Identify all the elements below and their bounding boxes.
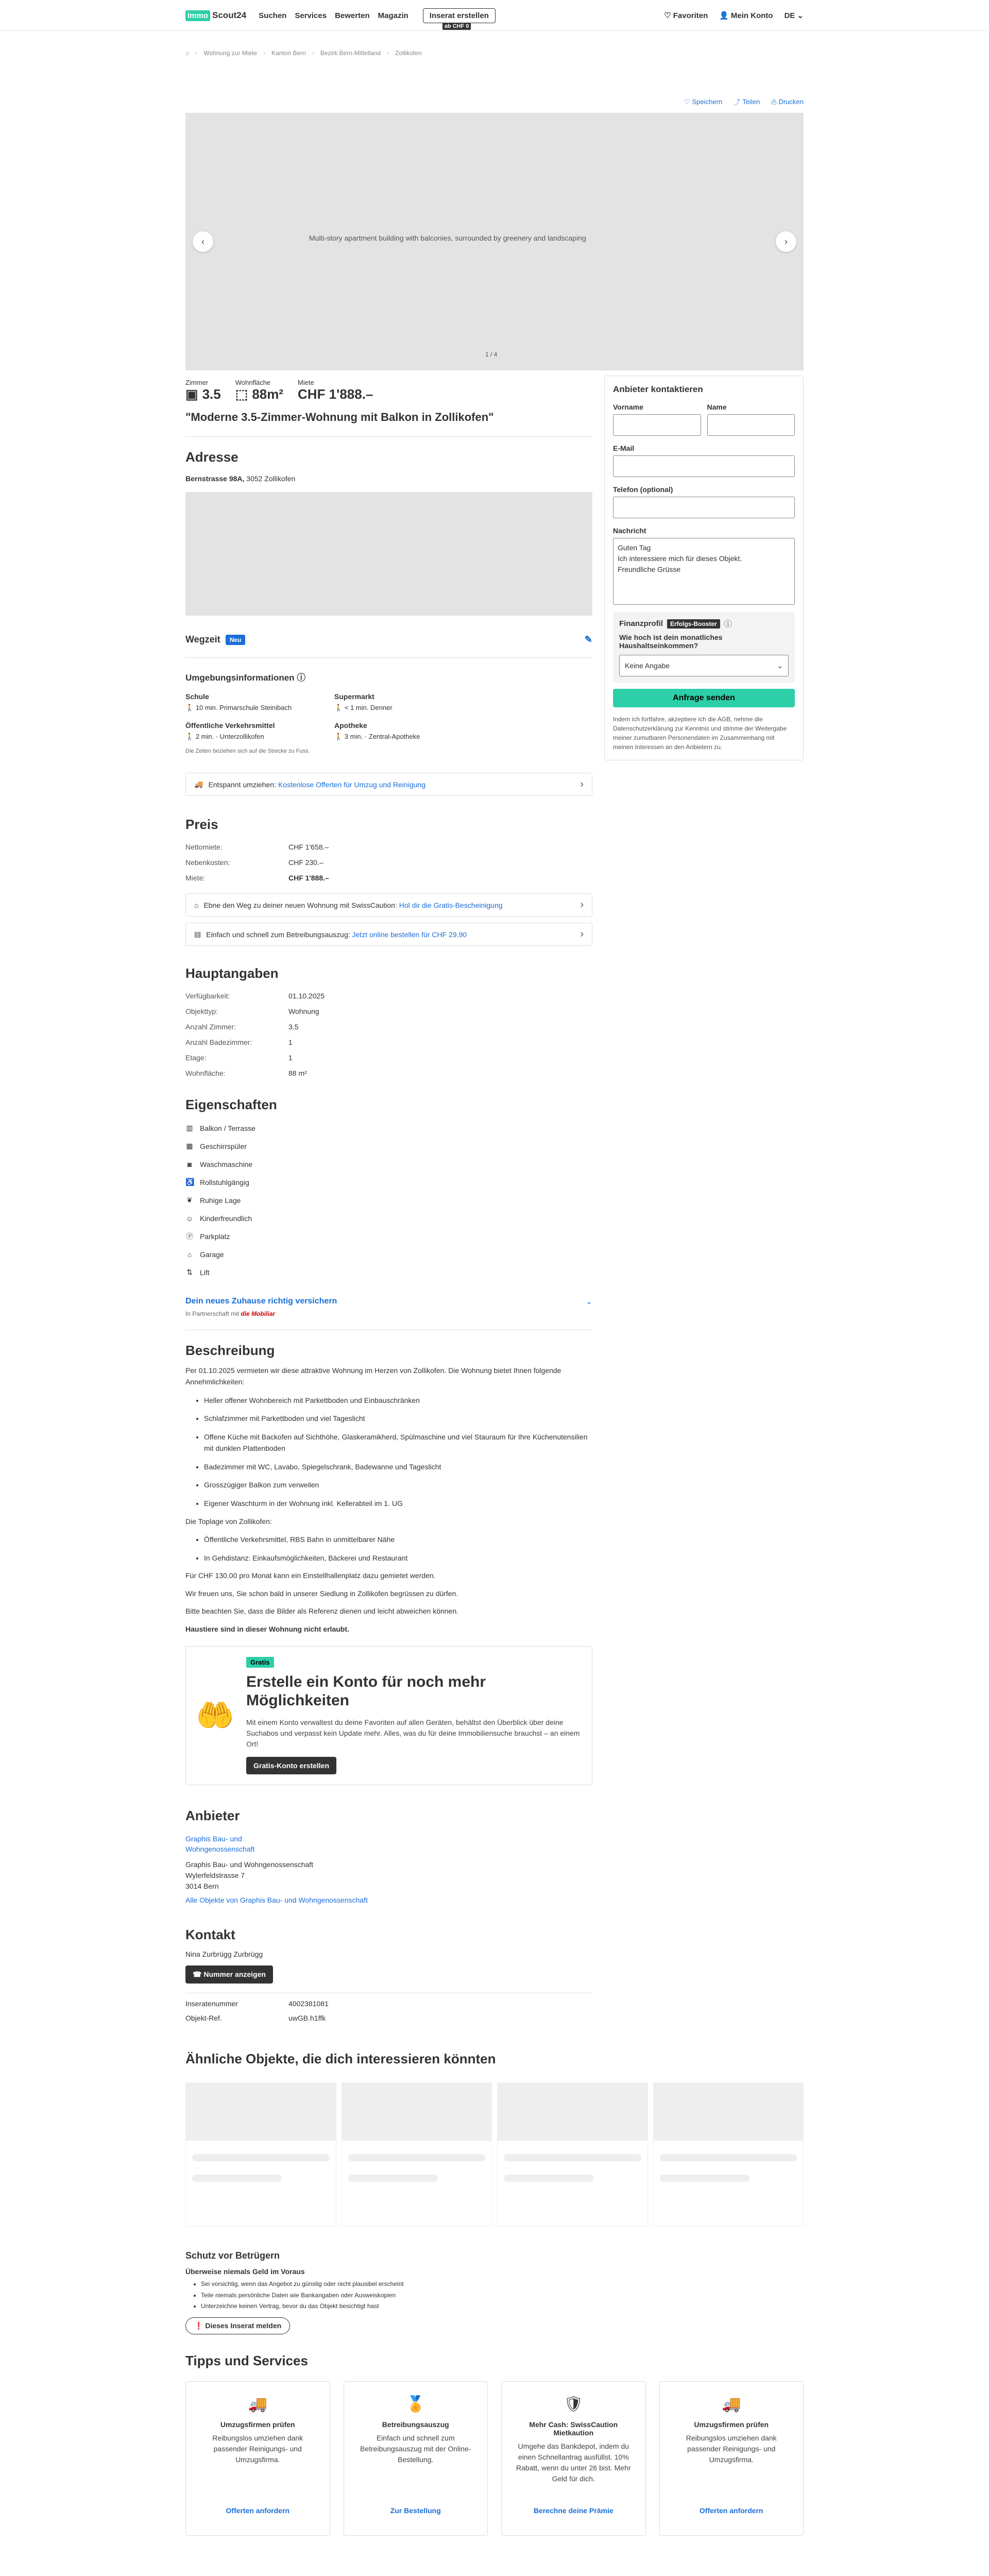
fraud-bold-tip: Überweise niemals Geld im Voraus: [185, 2267, 305, 2276]
property-label: Balkon / Terrasse: [200, 1124, 255, 1132]
home-icon[interactable]: ⌂: [185, 49, 190, 57]
fraud-heading: Schutz vor Betrügern: [185, 2250, 280, 2261]
provider-city: 3014 Bern: [185, 1882, 219, 1891]
breadcrumb-separator: ›: [387, 49, 389, 57]
description-intro: Per 01.10.2025 vermieten wir diese attraktive Wohnung im Herzen von Zollikofen. Die Wohnung bietet Ihnen folgende Annehmlichkeiten:: [185, 1366, 561, 1386]
chevron-right-icon: ›: [785, 236, 788, 247]
insurance-title: Dein neues Zuhause richtig versichern: [185, 1297, 337, 1306]
chevron-right-icon: ›: [580, 928, 584, 940]
description-paragraph: Die Toplage von Zollikofen:: [185, 1517, 272, 1526]
main-info-heading: Hauptangaben: [185, 965, 279, 981]
house-icon: ⌂: [194, 901, 199, 909]
promo-text: Einfach und schnell zum Betreibungsauszug:: [206, 930, 352, 939]
tip-card: [185, 2381, 330, 2536]
tips-heading: Tipps und Services: [185, 2352, 308, 2368]
provider-street: Wylerfeldstrasse 7: [185, 1871, 245, 1880]
fact-value: 3.5: [202, 386, 221, 402]
email-label: E-Mail: [613, 444, 635, 452]
save-label: Speichern: [692, 98, 723, 106]
income-question: Wie hoch ist dein monatliches Haushaltseinkommen?: [619, 633, 723, 650]
logo[interactable]: [185, 10, 246, 21]
first-name-field[interactable]: [613, 414, 701, 436]
edit-icon[interactable]: ✎: [584, 634, 592, 645]
tip-title: Umzugsfirmen prüfen: [694, 2420, 769, 2429]
chevron-right-icon: ›: [580, 899, 584, 910]
similar-card-placeholder[interactable]: [497, 2082, 648, 2227]
balcony-icon: ▥: [186, 1124, 193, 1132]
description-bullet: • Heller offener Wohnbereich mit Parkettboden und Einbauschränken: [204, 1395, 592, 1406]
info-key: Wohnfläche:: [185, 1069, 226, 1077]
dishwasher-icon: ▦: [186, 1142, 193, 1150]
description-paragraph: Haustiere sind in dieser Wohnung nicht erlaubt.: [185, 1624, 349, 1633]
partner-label: In Partnerschaft mit: [185, 1310, 240, 1317]
garage-icon: ⌂: [187, 1250, 192, 1259]
walk-icon: 🚶: [334, 704, 343, 711]
shield-icon: 🛡: [564, 2395, 584, 2413]
finance-profile-title: Finanzprofil: [619, 619, 663, 628]
tip-title: Mehr Cash: SwissCaution Mietkaution: [529, 2420, 618, 2437]
tip-card: [659, 2381, 804, 2536]
environment-heading: Umgebungsinformationen ⓘ: [185, 673, 306, 683]
property-item: [185, 1155, 592, 1173]
description-paragraph: Bitte beachten Sie, dass die Bilder als Referenz dienen und leicht abweichen können.: [185, 1607, 459, 1616]
breadcrumb-item[interactable]: Kanton Bern: [271, 49, 306, 57]
provider-logo[interactable]: Graphis Bau- und Wohngenossenschaft: [185, 1834, 255, 1853]
nav-evaluate[interactable]: Bewerten: [335, 11, 370, 20]
logo-badge: Immo: [185, 10, 210, 21]
send-request-button[interactable]: Anfrage senden: [613, 689, 795, 707]
description-bullet: • Eigener Waschturm in der Wohnung inkl. Kellerabteil im 1. UG: [204, 1498, 592, 1510]
property-label: Garage: [200, 1250, 224, 1259]
info-key: Anzahl Badezimmer:: [185, 1038, 252, 1046]
promo-text: Entspannt umziehen:: [208, 780, 278, 789]
last-name-field[interactable]: [707, 414, 795, 436]
message-label: Nachricht: [613, 527, 646, 535]
account-promo-text: Mit einem Konto verwaltest du deine Favoriten auf allen Geräten, behältst den Überblick über deine Suchabos und verpasst kein Update mehr. Alles, was du für deine Immobiliensuche brauchst – an einem Ort!: [246, 1718, 580, 1748]
price-value: CHF 230.–: [288, 858, 323, 867]
info-value: Wohnung: [288, 1007, 319, 1015]
description-bullet: • Öffentliche Verkehrsmittel, RBS Bahn in unmittelbarer Nähe: [204, 1534, 592, 1546]
property-item: [185, 1245, 592, 1263]
debt-extract-promo[interactable]: [185, 923, 592, 946]
tip-title: Betreibungsauszug: [382, 2420, 449, 2429]
fact-area: [235, 379, 283, 402]
env-detail: 3 min. · Zentral-Apotheke: [344, 733, 420, 740]
hands-heart-illustration: 🤲: [196, 1698, 234, 1733]
address-city: 3052 Zollikofen: [244, 474, 296, 483]
address-heading: Adresse: [185, 449, 238, 465]
price-value: CHF 1'888.–: [288, 874, 329, 882]
travel-time-label: Wegzeit: [185, 634, 220, 645]
info-value: 3.5: [288, 1023, 299, 1031]
provider-name: Graphis Bau- und Wohngenossenschaft: [185, 1860, 314, 1869]
description-bullet: • Offene Küche mit Backofen auf Sichthöhe, Glaskeramikherd, Spülmaschine und viel Stauraum für Ihre Küchenutensilien mit dunklen Plattenboden: [204, 1432, 592, 1454]
fact-rooms: [185, 379, 221, 402]
property-label: Waschmaschine: [200, 1160, 253, 1168]
walk-icon: 🚶: [334, 733, 343, 740]
message-field[interactable]: Guten Tag Ich interessiere mich für dieses Objekt. Freundliche Grüsse: [613, 538, 795, 605]
language-label: DE: [784, 11, 795, 20]
promo-link[interactable]: Jetzt online bestellen für CHF 29.90: [352, 930, 467, 939]
gallery-next-button[interactable]: [776, 231, 796, 252]
tip-text: Reibungslos umziehen dank passender Reinigungs- und Umzugsfirma.: [212, 2433, 303, 2464]
provider-heading: Anbieter: [185, 1807, 240, 1823]
privacy-notice: Indem ich fortfahre, akzeptiere ich die AGB, nehme die Datenschutzerklärung zur Kenntnis und stimme der Weitergabe meiner zumutbaren Personendaten im Zusammenhang mit meinen Interessen an den Anbietern zu.: [613, 716, 787, 751]
email-field[interactable]: [613, 455, 795, 477]
chevron-left-icon: ‹: [201, 236, 204, 247]
description-section: [185, 1343, 592, 1635]
property-label: Kinderfreundlich: [200, 1214, 252, 1223]
info-key: Etage:: [185, 1054, 207, 1062]
property-label: Geschirrspüler: [200, 1142, 247, 1150]
income-select[interactable]: [619, 655, 789, 676]
similar-card-placeholder[interactable]: [342, 2082, 492, 2227]
contact-form-panel: [604, 376, 804, 760]
info-key: Verfügbarkeit:: [185, 992, 230, 1000]
provider-address: [185, 1859, 592, 1892]
show-number-label: Nummer anzeigen: [203, 1970, 266, 1979]
badge-icon: 🏅: [406, 2395, 425, 2413]
chevron-down-icon: ⌄: [586, 1297, 592, 1306]
tip-card: [501, 2381, 646, 2536]
info-key: Anzahl Zimmer:: [185, 1023, 236, 1031]
key-facts: [185, 370, 592, 402]
address-street: Bernstrasse 98A,: [185, 474, 245, 483]
env-title: Apotheke: [334, 721, 367, 730]
insurance-accordion[interactable]: [185, 1297, 592, 1317]
promo-text: Ebne den Weg zu deiner neuen Wohnung mit SwissCaution:: [203, 901, 399, 909]
properties-heading: Eigenschaften: [185, 1097, 277, 1112]
walk-icon: 🚶: [185, 704, 194, 711]
provider-all-listings-link[interactable]: Alle Objekte von Graphis Bau- und Wohngenossenschaft: [185, 1896, 368, 1905]
tip-text: Umgehe das Bankdepot, indem du einen Schnellantrag ausfüllst. 10% Rabatt, wenn du unter 26 bist. Mehr Geld für dich.: [516, 2442, 631, 2483]
fact-label: Miete: [298, 379, 314, 386]
logo-text: Scout24: [212, 10, 247, 20]
parking-icon: Ⓟ: [186, 1232, 193, 1241]
price-value: CHF 1'658.–: [288, 843, 329, 851]
rooms-icon: ▣: [185, 386, 198, 402]
fraud-tip: • Unterzeichne keinen Vertrag, bevor du das Objekt besichtigt hast: [201, 2301, 804, 2312]
property-item: [185, 1119, 592, 1137]
walk-icon: 🚶: [185, 733, 194, 740]
chevron-down-icon: ⌄: [777, 661, 783, 670]
new-badge: Neu: [226, 635, 246, 645]
moving-promo[interactable]: [185, 773, 592, 796]
similar-heading: Ähnliche Objekte, die dich interessieren könnten: [185, 2051, 496, 2067]
info-value: 1: [288, 1054, 293, 1062]
description-bullet: • Badezimmer mit WC, Lavabo, Spiegelschrank, Badewanne und Tageslicht: [204, 1462, 592, 1473]
property-item: [185, 1209, 592, 1227]
fact-value: 88m²: [252, 386, 284, 402]
property-item: [185, 1263, 592, 1281]
contact-form-title: Anbieter kontaktieren: [613, 384, 703, 394]
breadcrumb-separator: ›: [312, 49, 314, 57]
nav-services[interactable]: Services: [295, 11, 327, 20]
alert-icon: ❗: [194, 2321, 203, 2330]
info-value: 88 m²: [288, 1069, 307, 1077]
property-item: [185, 1137, 592, 1155]
fact-value: CHF 1'888.–: [298, 386, 373, 402]
print-button[interactable]: [771, 97, 804, 107]
env-detail: 10 min. Primarschule Steinibach: [195, 704, 292, 711]
report-listing-button[interactable]: [185, 2317, 290, 2334]
tips-services: [185, 2353, 804, 2536]
address-text: [185, 474, 592, 483]
tip-text: Reibungslos umziehen dank passender Reinigungs- und Umzugsfirma.: [686, 2433, 777, 2464]
info-icon[interactable]: ⓘ: [297, 673, 306, 683]
property-item: [185, 1227, 592, 1245]
cta-price-badge: ab CHF 0: [442, 23, 471, 30]
child-friendly-icon: ☺: [185, 1214, 194, 1223]
account-promo-card: [185, 1646, 592, 1785]
fraud-tip: • Teile niemals persönliche Daten wie Bankangaben oder Ausweiskopien: [201, 2290, 804, 2301]
tip-text: Einfach und schnell zum Betreibungsauszug mit der Online-Bestellung.: [360, 2433, 471, 2464]
environment-grid: [185, 692, 474, 741]
similar-card-placeholder[interactable]: [653, 2082, 804, 2227]
breadcrumb-separator: ›: [263, 49, 266, 57]
washing-machine-icon: ◙: [187, 1160, 192, 1168]
heart-icon: ♡: [664, 11, 671, 20]
info-value: 01.10.2025: [288, 992, 325, 1000]
last-name-label: Name: [707, 403, 727, 411]
lift-icon: ⇅: [186, 1268, 193, 1276]
tip-title: Umzugsfirmen prüfen: [220, 2420, 295, 2429]
contact-key: Objekt-Ref.: [185, 2014, 222, 2023]
property-item: [185, 1191, 592, 1209]
description-bullet: • In Gehdistanz: Einkaufsmöglichkeiten, Bäckerei und Restaurant: [204, 1553, 592, 1564]
similar-card-placeholder[interactable]: [185, 2082, 336, 2227]
map[interactable]: [185, 492, 592, 616]
truck-icon: 🚚: [194, 780, 203, 788]
fact-rent: [298, 379, 373, 402]
description-bullet: • Schlafzimmer mit Parkettboden und viel Tageslicht: [204, 1413, 592, 1425]
info-icon[interactable]: ⓘ: [724, 620, 732, 629]
env-title: Supermarkt: [334, 692, 374, 701]
provider-section: [185, 1808, 592, 1904]
price-key: Nettomiete:: [185, 843, 223, 851]
printer-icon: ⎙: [771, 97, 777, 106]
info-key: Objekttyp:: [185, 1007, 218, 1015]
promo-link[interactable]: Hol dir die Gratis-Bescheinigung: [399, 901, 503, 909]
phone-field[interactable]: [613, 497, 795, 518]
phone-label: Telefon (optional): [613, 485, 673, 494]
listing-actions: [185, 97, 804, 107]
gallery-counter: 1 / 4: [485, 351, 498, 358]
show-number-button[interactable]: [185, 1965, 273, 1984]
description-paragraph: Wir freuen uns, Sie schon bald in unserer Siedlung in Zollikofen begrüssen zu dürfen.: [185, 1589, 458, 1598]
travel-time: [185, 634, 592, 645]
area-icon: ⬚: [235, 386, 248, 402]
fact-label: Zimmer: [185, 379, 209, 386]
phone-icon: ☎: [193, 1970, 202, 1979]
tip-link[interactable]: Berechne deine Prämie: [533, 2506, 613, 2515]
env-title: Öffentliche Verkehrsmittel: [185, 721, 275, 730]
main-info-table: [185, 992, 592, 1077]
print-label: Drucken: [778, 98, 804, 106]
contact-person: Nina Zurbrügg Zurbrügg: [185, 1950, 263, 1959]
account-link[interactable]: [719, 11, 773, 20]
tip-link[interactable]: Offerten anfordern: [226, 2506, 290, 2515]
chevron-down-icon: ⌄: [797, 11, 804, 20]
nav-search[interactable]: Suchen: [259, 11, 287, 20]
env-detail: 2 min. · Unterzollikofen: [195, 733, 264, 740]
chevron-right-icon: ›: [580, 778, 584, 790]
create-listing-button[interactable]: Inserat erstellen: [423, 8, 496, 23]
truck-icon: 🚚: [248, 2395, 267, 2413]
share-icon: ⤴: [734, 98, 741, 106]
contact-value: 4002381081: [288, 1999, 329, 2008]
contact-heading: Kontakt: [185, 1927, 235, 1943]
swisscaution-promo[interactable]: [185, 893, 592, 917]
tip-card: [344, 2381, 488, 2536]
breadcrumb: [185, 31, 804, 57]
price-table: [185, 843, 592, 882]
divider: [185, 436, 592, 437]
favorites-label: Favoriten: [673, 11, 708, 20]
description-bullet: • Grosszügiger Balkon zum verweilen: [204, 1480, 592, 1491]
account-promo-title: Erstelle ein Konto für noch mehr Möglichkeiten: [246, 1673, 486, 1709]
breadcrumb-item[interactable]: Wohnung zur Miete: [203, 49, 258, 57]
price-heading: Preis: [185, 817, 218, 832]
heart-icon: ♡: [684, 97, 690, 106]
gallery-prev-button[interactable]: [193, 231, 213, 252]
partner-brand: die Mobiliar: [241, 1310, 276, 1317]
wheelchair-icon: ♿: [185, 1178, 195, 1186]
quiet-icon: ❦: [186, 1196, 193, 1204]
gallery-image-alt: Multi-story apartment building with balconies, surrounded by greenery and landscaping: [309, 234, 586, 242]
truck-icon: 🚚: [722, 2395, 741, 2413]
price-key: Nebenkosten:: [185, 858, 230, 867]
env-detail: < 1 min. Denner: [344, 704, 393, 711]
fraud-protection: [185, 2250, 804, 2334]
account-label: Mein Konto: [730, 11, 773, 20]
property-label: Ruhige Lage: [200, 1196, 241, 1205]
similar-listings: [185, 2051, 804, 2227]
booster-badge: Erfolgs-Booster: [667, 619, 720, 629]
promo-link[interactable]: Kostenlose Offerten für Umzug und Reinigung: [278, 780, 425, 789]
contact-value: uwGB.h1ffk: [288, 2014, 326, 2023]
contact-section: [185, 1927, 592, 2022]
share-label: Teilen: [742, 98, 760, 106]
tip-link[interactable]: Offerten anfordern: [699, 2506, 763, 2515]
properties-list: [185, 1119, 592, 1281]
nav-magazine[interactable]: Magazin: [378, 11, 408, 20]
language-selector[interactable]: [785, 11, 804, 20]
env-note: Die Zeiten beziehen sich auf die Strecke zu Fuss.: [185, 748, 310, 754]
listing-number-row: [185, 1999, 592, 2008]
breadcrumb-item[interactable]: Bezirk Bern-Mittelland: [320, 49, 381, 57]
listing-title: "Moderne 3.5-Zimmer-Wohnung mit Balkon in Zollikofen": [185, 411, 494, 423]
save-button[interactable]: [684, 97, 722, 107]
description-heading: Beschreibung: [185, 1343, 275, 1358]
property-item: [185, 1173, 592, 1191]
info-value: 1: [288, 1038, 293, 1046]
fraud-tip: • Sei vorsichtig, wenn das Angebot zu günstig oder nicht plausibel erscheint: [201, 2279, 804, 2290]
fact-label: Wohnfläche: [235, 379, 271, 386]
top-header: [0, 0, 989, 31]
property-label: Parkplatz: [200, 1232, 230, 1241]
property-label: Lift: [200, 1268, 210, 1277]
divider: [185, 657, 592, 658]
document-icon: ▤: [194, 930, 201, 938]
description-paragraph: Für CHF 130.00 pro Monat kann ein Einstellhallenplatz dazu gemietet werden.: [185, 1571, 436, 1580]
breadcrumb-separator: ›: [195, 49, 198, 57]
price-key: Miete:: [185, 874, 206, 882]
contact-key: Inseratenummer: [185, 1999, 238, 2008]
user-icon: 👤: [719, 11, 729, 20]
favorites-link[interactable]: [664, 11, 708, 20]
image-gallery[interactable]: [185, 113, 804, 370]
create-account-button[interactable]: Gratis-Konto erstellen: [246, 1757, 336, 1774]
report-label: Dieses Inserat melden: [205, 2321, 282, 2330]
tip-link[interactable]: Zur Bestellung: [390, 2506, 441, 2515]
share-button[interactable]: [734, 97, 760, 107]
main-nav: [259, 11, 408, 20]
env-title: Schule: [185, 692, 209, 701]
object-ref-row: [185, 2014, 592, 2022]
free-badge: Gratis: [246, 1657, 274, 1668]
breadcrumb-item[interactable]: Zollikofen: [395, 49, 422, 57]
property-label: Rollstuhlgängig: [200, 1178, 249, 1187]
finance-profile: [613, 612, 795, 683]
income-select-value: Keine Angabe: [625, 662, 670, 670]
first-name-label: Vorname: [613, 403, 643, 411]
